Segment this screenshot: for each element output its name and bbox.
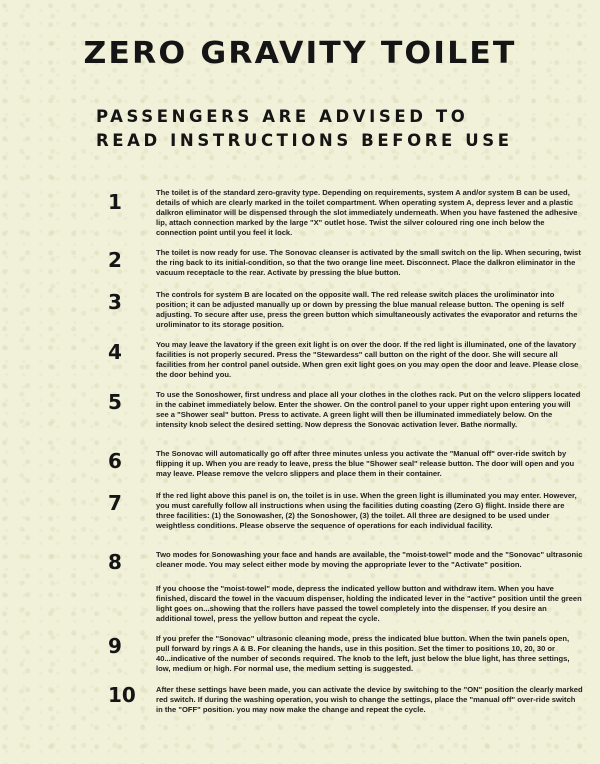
step-text: The toilet is of the standard zero-gravity type. Depending on requirements, system A and/or system B can be used, details of which are clearly marked in the toilet compartment. When operating system A, depress lever and a plastic dalkron eliminator will be dispensed through the slot immediately underneath. When you have fastened the adhesive lip, attach connection marked by the large "X" outlet hose. Twist the silver coloured ring one inch below the connection point until you feel it lock.: [156, 188, 578, 237]
step-text: If the red light above this panel is on, the toilet is in use. When the green light is illuminated you may enter. However, you must carefully follow all instructions when using the facilities duting coasting (Zero G) flight. Inside there are three facilities: (1) the Sonowasher, (2) the Sonoshower, (3) the toilet. All three are designed to be used under weightless conditions. Please observe the sequence of operations for each individual facility.: [156, 491, 577, 530]
subtitle-line-2: READ INSTRUCTIONS BEFORE USE: [96, 131, 513, 150]
step-number: 8: [108, 550, 122, 574]
step-number: 4: [108, 340, 122, 364]
step-text: Two modes for Sonowashing your face and hands are available, the "moist-towel" mode and the "Sonovac" ultrasonic cleaner mode. You may select either mode by moving the appropriate lever to the "Activate" position.: [156, 550, 583, 569]
step-number: 5: [108, 390, 122, 414]
subtitle-line-1: PASSENGERS ARE ADVISED TO: [96, 107, 469, 126]
step-text: If you choose the "moist-towel" mode, depress the indicated yellow button and withdraw item. When you have finished, discard the towel in the vacuum dispenser, holding the indicated lever in the "active" position until the green light goes on...showing that the rollers have passed the towel completely into the dispenser. If you desire an additional towel, press the yellow button and repeat the cycle.: [156, 584, 582, 623]
step-number: 3: [108, 290, 122, 314]
step-number: 6: [108, 449, 122, 473]
step-number: 7: [108, 491, 122, 515]
step-number: 2: [108, 248, 122, 272]
step-number: 10: [108, 683, 136, 707]
page-title: ZERO GRAVITY TOILET: [83, 36, 517, 71]
step-text: The Sonovac will automatically go off after three minutes unless you activate the "Manual off" over-ride switch by flipping it up. When you are ready to leave, press the blue "Shower seal" release button. The door will open and you may leave. Please remove the velcro slippers and place them in their container.: [156, 449, 575, 478]
step-text: The controls for system B are located on the opposite wall. The red release switch places the uroliminator into position; it can be adjusted manually up or down by pressing the blue manual release button. The opening is self adjusting. To secure after use, press the green button which simultaneously activates the evaporator and returns the uroliminator to its storage position.: [156, 290, 578, 329]
step-text: The toilet is now ready for use. The Sonovac cleanser is activated by the small switch on the lip. When securing, twist the ring back to its initial-condition, so that the two orange line meet. Disconnect. Place the dalkron eliminator in the vacuum receptacle to the rear. Activate by pressing the blue button.: [156, 248, 581, 277]
step-text: If you prefer the "Sonovac" ultrasonic cleaning mode, press the indicated blue button. When the twin panels open, pull forward by rings A & B. For cleaning the hands, use in this position. Set the timer to positions 10, 20, 30 or 40...indicative of the number of seconds required. The knob to the left, just below the blue light, has three settings, low, medium or high. For normal use, the medium setting is suggested.: [156, 634, 570, 673]
step-number: 9: [108, 634, 122, 658]
step-number: 1: [108, 190, 122, 214]
step-text: After these settings have been made, you can activate the device by switching to the "ON" position the clearly marked red switch. If during the washing operation, you wish to change the settings, place the "manual off" over-ride switch in the "OFF" position. you may now make the change and repeat the cycle.: [156, 685, 583, 714]
step-text: To use the Sonoshower, first undress and place all your clothes in the clothes rack. Put on the velcro slippers located in the cabinet immediately below. Enter the shower. On the control panel to your upper right upon entering you will see a "Shower seal" button. Press to activate. A green light will then be illuminated immediately below. On the intensity knob select the desired setting. Now depress the Sonovac activation lever. Bathe normally.: [156, 390, 581, 429]
step-text: You may leave the lavatory if the green exit light is on over the door. If the red light is illuminated, one of the lavatory facilities is not properly secured. Press the "Stewardess" call button on the right of the door. She will secure all facilities from her control panel outside. When gren exit light goes on you may open the door and leave. Please close the door behind you.: [156, 340, 579, 379]
